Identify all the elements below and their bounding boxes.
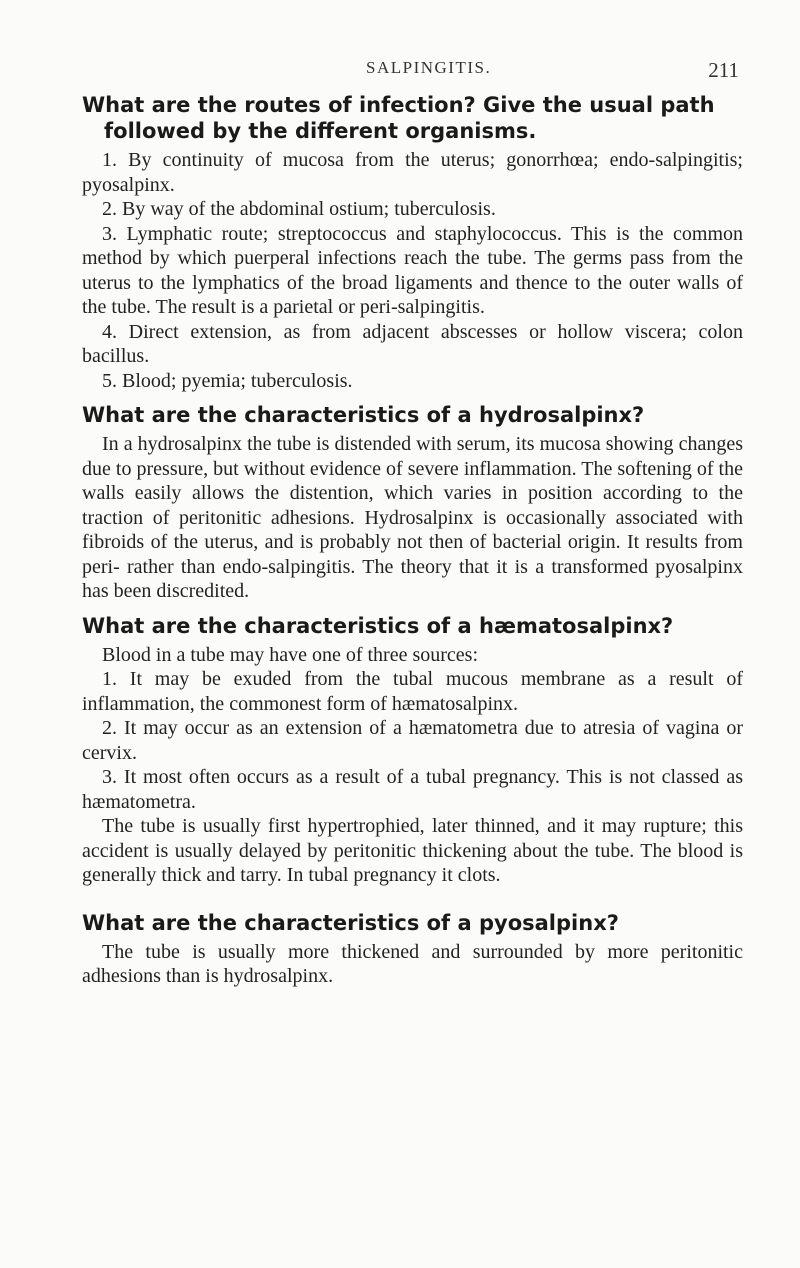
paragraph: 1. By continuity of mucosa from the uterus; gonorrhœa; endo-salpingitis; pyosalpinx. [82, 149, 743, 196]
question-heading: What are the characteristics of a hydrosalpinx? [82, 403, 645, 427]
section-routes-of-infection [82, 92, 743, 393]
section-hydrosalpinx [82, 402, 743, 604]
page-header [82, 0, 743, 92]
paragraph: 4. Direct extension, as from adjacent abscesses or hollow viscera; colon bacillus. [82, 320, 743, 367]
section-pyosalpinx [82, 910, 743, 989]
question-heading: What are the characteristics of a pyosalpinx? [82, 910, 619, 935]
question-heading: What are the routes of infection? Give the usual path followed by the different organisms. [82, 93, 715, 143]
paragraph: The tube is usually first hypertrophied, later thinned, and it may rupture; this accident is usually delayed by peritonitic thickening about the tube. The blood is generally thick and tarry. In tubal pregnancy it clots. [82, 815, 743, 886]
paragraph: The tube is usually more thickened and surrounded by more peritonitic adhesions than is hydrosalpinx. [82, 940, 743, 987]
paragraph: 5. Blood; pyemia; tuberculosis. [102, 369, 353, 392]
section-haematosalpinx [82, 613, 743, 888]
paragraph: 3. It most often occurs as a result of a tubal pregnancy. This is not classed as hæmatometra. [82, 766, 743, 813]
paragraph: Blood in a tube may have one of three sources: [102, 643, 478, 666]
paragraph: 2. It may occur as an extension of a hæmatometra due to atresia of vagina or cervix. [82, 717, 743, 764]
paragraph: 3. Lymphatic route; streptococcus and staphylococcus. This is the common method by which puerperal infections reach the tube. The germs pass from the uterus to the lymphatics of the broad ligaments and thence to the outer walls of the tube. The result is a parietal or peri-salpingitis. [82, 222, 743, 318]
paragraph: In a hydrosalpinx the tube is distended with serum, its mucosa showing changes due to pressure, but without evidence of severe inflammation. The softening of the walls easily allows the distention, which varies in position according to the traction of peritonitic adhesions. Hydrosalpinx is occasionally associated with fibroids of the uterus, and is probably not then of bacterial origin. It results from peri- rather than endo-salpingitis. The theory that it is a transformed pyosalpinx has been discredited. [82, 433, 743, 602]
question-heading: What are the characteristics of a hæmatosalpinx? [82, 613, 674, 638]
paragraph: 2. By way of the abdominal ostium; tuberculosis. [102, 198, 496, 220]
running-head: SALPINGITIS. [366, 58, 492, 77]
paragraph: 1. It may be exuded from the tubal mucous membrane as a result of inflammation, the commonest form of hæmatosalpinx. [82, 668, 743, 715]
page-number: 211 [708, 58, 739, 82]
